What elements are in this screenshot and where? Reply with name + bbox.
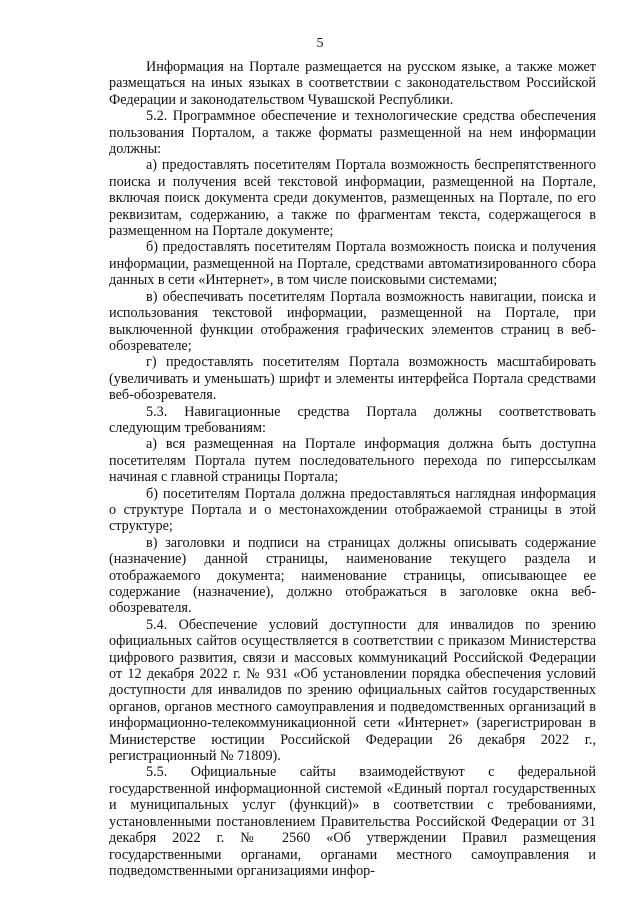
paragraph-info-language: Информация на Портале размещается на русском языке, а также может размещаться на иных языках в соответствии с законодательством Российской Федерации и законодательством Чувашской Республики. [109, 59, 596, 108]
paragraph-5-4: 5.4. Обеспечение условий доступности для инвалидов по зрению официальных сайтов осуществляется в соответствии с приказом Министерства цифрового развития, связи и массовых коммуникаций Российской Федерации от 12 декабря 2022 г. № 931 «Об установлении порядка обеспечения условий доступности для инвалидов по зрению официальных сайтов государственных органов, органов местного самоуправления и подведомственных организаций в информационно-телекоммуникационной сети «Интернет» (зарегистрирован в Министерстве юстиции Российской Федерации 26 декабря 2022 г., регистрационный № 71809). [109, 616, 596, 765]
paragraph-5-2-a: а) предоставлять посетителям Портала возможность беспрепятственного поиска и получения всей текстовой информации, размещенной на Портале, включая поиск документа среди документов, размещенных на Портале, по его реквизитам, содержанию, а также по фрагментам текста, содержащегося в размещенном на Портале документе; [109, 157, 596, 240]
paragraph-5-3-a: а) вся размещенная на Портале информация должна быть доступна посетителям Портала путем последовательного перехода по гиперссылкам начиная с главной страницы Портала; [109, 436, 596, 486]
paragraph-5-3: 5.3. Навигационные средства Портала должны соответствовать следующим требованиям: [109, 403, 596, 436]
paragraph-5-2-b: б) предоставлять посетителям Портала возможность поиска и получения информации, размещенной на Портале, средствами автоматизированного сбора данных в сети «Интернет», в том числе поисковыми системами; [109, 239, 596, 289]
paragraph-5-3-v: в) заголовки и подписи на страницах должны описывать содержание (назначение) данной страницы, наименование текущего раздела и отображаемого документа; наименование страницы, описывающее ее содержание (назначение), должно отображаться в заголовке окна веб-обозревателя. [109, 534, 596, 617]
paragraph-5-2-g: г) предоставлять посетителям Портала возможность масштабировать (увеличивать и уменьшать) шрифт и элементы интерфейса Портала средствами веб-обозревателя. [109, 354, 596, 404]
paragraph-5-2-v: в) обеспечивать посетителям Портала возможность навигации, поиска и использования текстовой информации, размещенной на Портале, при выключенной функции отображения графических элементов страниц в веб-обозревателе; [109, 288, 596, 354]
paragraph-5-2: 5.2. Программное обеспечение и технологические средства обеспечения пользования Порталом, а также форматы размещенной на нем информации должны: [109, 108, 596, 158]
paragraph-5-3-b: б) посетителям Портала должна предоставляться наглядная информация о структуре Портала и о местонахождении отображаемой страницы в этой структуре; [109, 485, 596, 535]
paragraph-5-5: 5.5. Официальные сайты взаимодействуют с федеральной государственной информационной системой «Единый портал государственных и муниципальных услуг (функций)» в соответствии с требованиями, установленными постановлением Правительства Российской Федерации от 31 декабря 2022 г. № 2560 «Об утверждении Правил размещения государственными органами, органами местного самоуправления и подведомственными организациями инфор- [109, 764, 596, 879]
page-number: 5 [316, 36, 324, 51]
document-body [109, 59, 596, 879]
